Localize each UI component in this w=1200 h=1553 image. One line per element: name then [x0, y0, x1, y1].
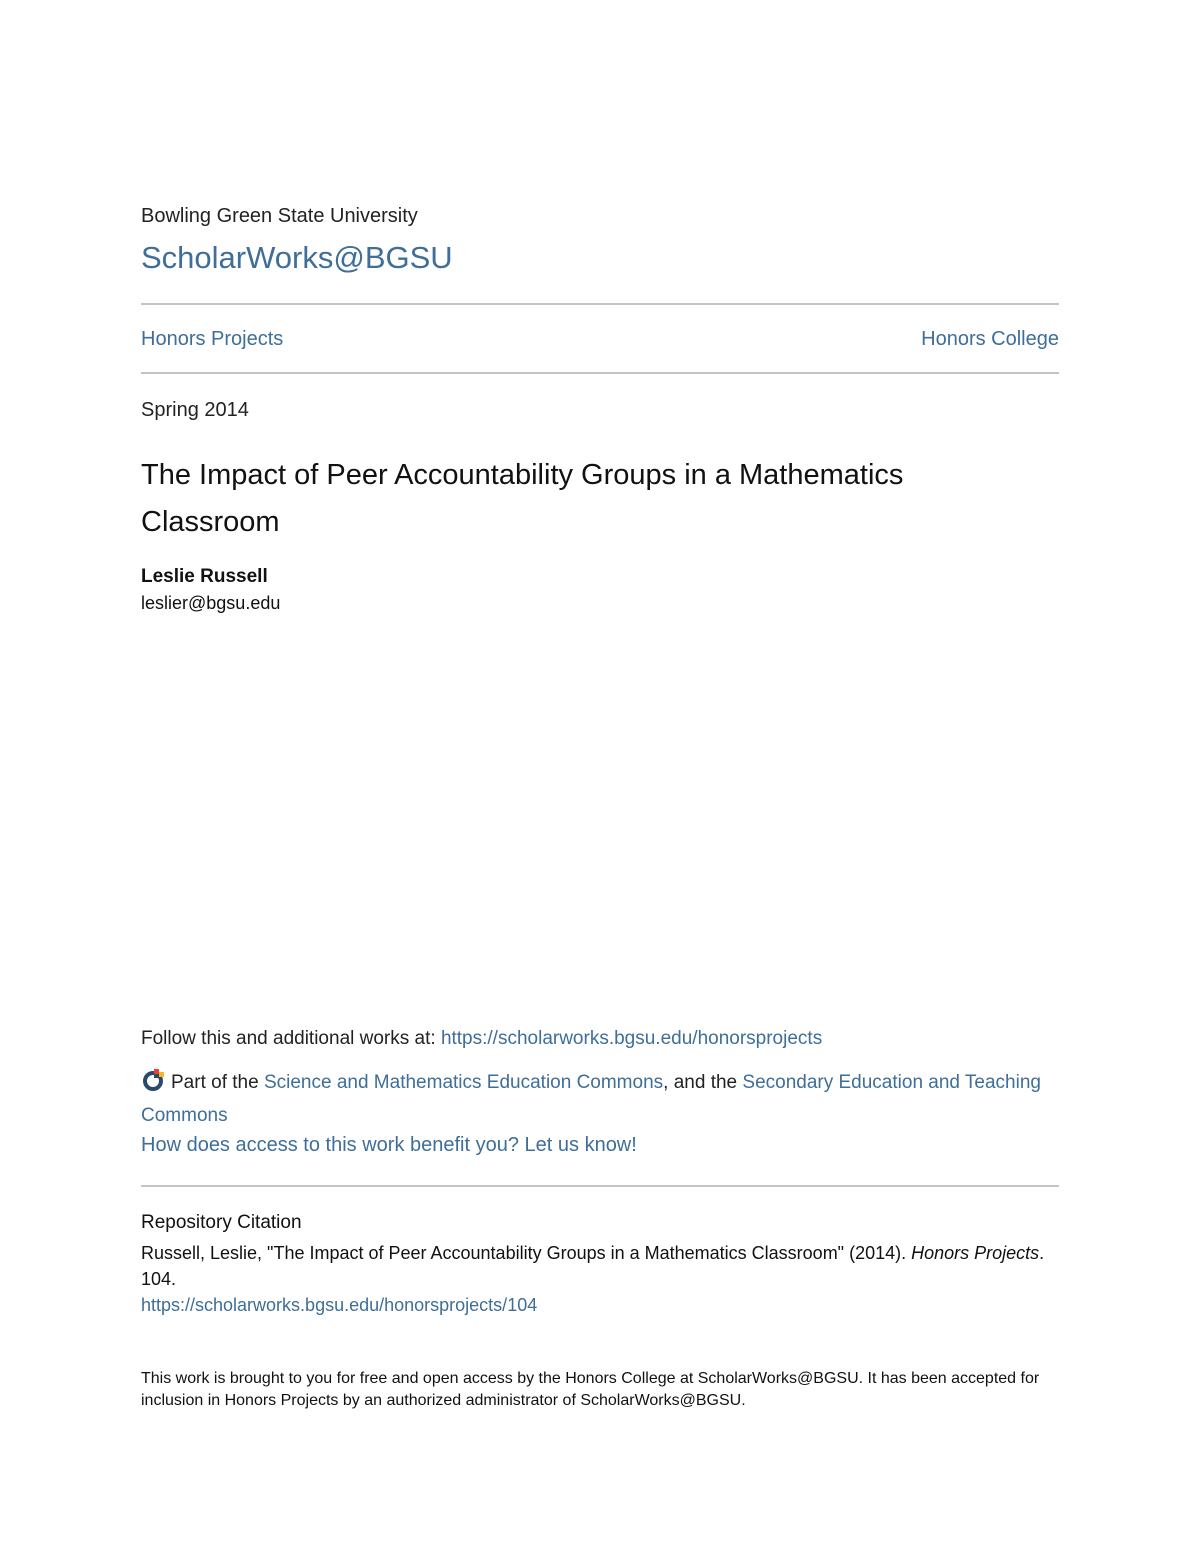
citation-number: . 104. — [141, 1243, 1045, 1289]
series-nav — [141, 328, 1059, 351]
part-of-line — [141, 1066, 1041, 1132]
benefit-feedback-link[interactable]: How does access to this work benefit you? Let us know! — [141, 1134, 637, 1156]
author-name: Leslie Russell — [141, 566, 268, 587]
author-email: leslier@bgsu.edu — [141, 593, 281, 613]
citation-divider — [141, 1185, 1059, 1187]
follow-line — [141, 1028, 822, 1050]
citation-heading: Repository Citation — [141, 1212, 302, 1233]
citation-series: Honors Projects — [911, 1243, 1040, 1263]
follow-prefix: Follow this and additional works at: — [141, 1028, 441, 1049]
access-notice: This work is brought to you for free and open access by the Honors College at ScholarWorks@BGSU. It has been accepted for inclusion in Honors Projects by an authorized administrator of ScholarWorks@BGSU. — [141, 1370, 1040, 1409]
follow-url-link[interactable]: https://scholarworks.bgsu.edu/honorsprojects — [440, 1028, 823, 1049]
university-name: Bowling Green State University — [141, 205, 418, 227]
citation-text: Russell, Leslie, "The Impact of Peer Accountability Groups in a Mathematics Classroom" (2014). — [141, 1243, 912, 1263]
citation-url-link[interactable]: https://scholarworks.bgsu.edu/honorsprojects/104 — [141, 1295, 538, 1315]
document-title: The Impact of Peer Accountability Groups in a Mathematics Classroom — [141, 459, 904, 538]
part-of-middle: , and the — [663, 1072, 743, 1093]
series-link[interactable]: Honors Projects — [141, 328, 284, 350]
publication-date: Spring 2014 — [141, 399, 249, 421]
nav-divider — [141, 372, 1059, 374]
repository-link[interactable]: ScholarWorks@BGSU — [141, 240, 453, 275]
network-commons-icon — [141, 1066, 167, 1092]
top-divider — [141, 303, 1059, 305]
science-math-commons-link[interactable]: Science and Mathematics Education Commons — [263, 1072, 664, 1093]
secondary-education-commons-link[interactable]: Secondary Education and Teaching Commons — [141, 1072, 1041, 1126]
part-of-prefix: Part of the — [171, 1072, 264, 1093]
citation-body — [141, 1240, 1059, 1318]
college-link[interactable]: Honors College — [921, 328, 1059, 350]
